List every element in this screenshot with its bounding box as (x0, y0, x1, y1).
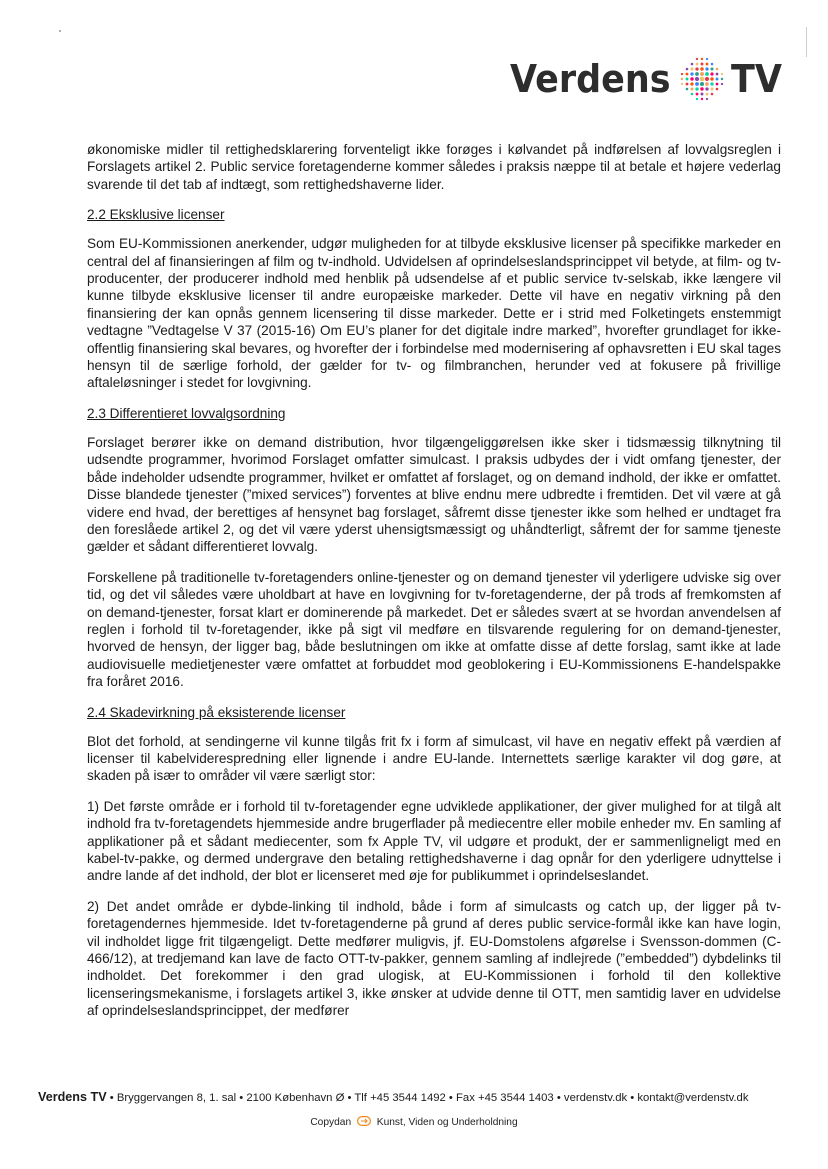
logo-dot (690, 82, 693, 85)
footer-address-line (38, 1090, 798, 1104)
verdens-tv-logo (510, 56, 786, 102)
logo-dot (710, 63, 713, 66)
logo-word-verdens: Verdens (510, 57, 671, 101)
logo-dot (710, 82, 713, 85)
section-heading-2-4: 2.4 Skadevirkning på eksisterende licenser (87, 704, 346, 720)
logo-dot (710, 77, 713, 80)
logo-dot (690, 87, 693, 90)
section-heading-2-3: 2.3 Differentieret lovvalgsordning (87, 405, 286, 421)
logo-dot (720, 78, 722, 80)
logo-dot (705, 98, 707, 100)
paragraph-differentiated-1: Forslaget berører ikke on demand distribution, hvor tilgængeliggørelsen ikke sker i tidsmæssig tilknytning til udsendte programmer, hvorimod Forslaget omfatter simulcast. I praksis udbydes der i vidt omfang tjenester, der både indeholder udsendte programmer, hvilket er omfattet af forslaget, og on demand indhold, der ikke er omfattet. Disse blandede tjenester (”mixed services”) forventes at blive endnu mere udbredte i fremtiden. Det vil være at gå videre end hvad, der berettiges af hensynet bag forslaget, såfremt disse tjenester ikke som helhed er undtaget fra den foreslåede artikel 2, og det vil være yderst uhensigtsmæssigt og uhåndterligt, såfremt der for samme tjeneste gælder et sådant differentieret lovvalg. (87, 434, 781, 555)
logo-dot (710, 87, 713, 90)
logo-dot (690, 93, 693, 96)
paragraph-differentiated-2: Forskellene på traditionelle tv-foretagenders online-tjenester og on demand tjenester vil yderligere udviske sig over tid, og det vil således være uholdbart at have en lovgivning for tv-foretagenderne, der på trods af fremkomsten af on demand-tjenester, forsat klart er dominerende på markedet. Det er således svært at se hvordan anvendelsen af reglen i forhold til tv-foretagender, ikke på sigt vil medføre en tilsvarende regulering for on demand-tjenester, hvorved de hensyn, der ligger bag, både beslutningen om ikke at omfatte disse af dette forslag, samt ikke at lade audiovisuelle medietjenester være omfattet at forbuddet mod geoblokering i EU-Kommissionens E-handelspakke fra foråret 2016. (87, 569, 781, 690)
logo-dot (705, 58, 707, 60)
paragraph-continuation: økonomiske midler til rettighedsklarering forventeligt ikke forøges i kølvandet på indførelsen af lovvalgsreglen i Forslagets artikel 2. Public service foretagenderne kommer således i praksis næppe til at betale et højere vederlag svarende til det tab af indtægt, som rettighedshaverne lider. (87, 142, 781, 192)
logo-dot (695, 67, 698, 70)
footer-brand: Verdens TV (38, 1090, 107, 1104)
logo-dot (700, 58, 702, 60)
logo-dot (685, 88, 688, 91)
logo-dot (690, 63, 693, 66)
logo-dot (694, 77, 698, 81)
logo-dot (700, 67, 703, 70)
logo-dot (705, 93, 708, 96)
logo-dot (695, 63, 698, 66)
logo-dot (680, 73, 682, 75)
copydan-tagline: Kunst, Viden og Underholdning (376, 1117, 518, 1128)
paragraph-exclusive-licenses: Som EU-Kommissionen anerkender, udgør muligheden for at tilbyde eksklusive licenser på specifikke markeder en central del af finansieringen af film og tv-indhold. Udvidelsen af oprindelseslandsprincippet vil betyde, at film- og tv-producenter, der producerer indhold med henblik på udsendelse af et public service tv-selskab, ikke længere vil kunne tilbyde eksklusive licenser til andre europæiske markeder. Dette vil have en negativ virkning på den finansiering der kan opnås gennem licensering til disse markeder. Dette er i strid med Folketingets enstemmigt vedtagne ”Vedtagelse V 37 (2015-16) Om EU’s planer for det digitale indre marked”, hvorefter grundlaget for ikke-offentlig finansiering skal bevares, og hvorefter der i forbindelse med modernisering af ophavsretten i EU skal tages hensyn til de særlige forhold, der gælder for tv- og filmbranchen, herunder ved at fokusere på frivillige aftaleløsninger i stedet for lovgivning. (87, 236, 781, 391)
scan-speck (59, 30, 61, 32)
globe-dots-icon (679, 56, 725, 102)
logo-dot (695, 72, 699, 76)
logo-dot (699, 72, 703, 76)
logo-dot (720, 73, 722, 75)
logo-dot (710, 72, 713, 75)
logo-dot (685, 68, 688, 71)
logo-dot (710, 93, 713, 96)
logo-dot (685, 78, 688, 81)
logo-dot (699, 77, 704, 82)
footer-contact-details: • Bryggervangen 8, 1. sal • 2100 København Ø • Tlf +45 3544 1492 • Fax +45 3544 1403 • verdenstv.dk • kontakt@verdenstv.dk (109, 1092, 749, 1104)
logo-dot (690, 67, 693, 70)
logo-dot (715, 88, 718, 91)
logo-dot (720, 83, 722, 85)
logo-dot (715, 83, 718, 86)
logo-dot (705, 63, 708, 66)
logo-dot (695, 58, 697, 60)
paragraph-damage-intro: Blot det forhold, at sendingerne vil kunne tilgås frit fx i form af simulcast, vil have en negativ effekt på værdien af licenser til kabelviderespredning eller lignende i andre EU-lande. Internettets særlige karakter vil dog gøre, at skaden på især to områder vil være særligt stor: (87, 733, 781, 784)
logo-dot (705, 87, 708, 90)
logo-dot (700, 87, 703, 90)
logo-dot (705, 82, 709, 86)
copydan-logo-icon (357, 1116, 371, 1126)
logo-dot (700, 63, 703, 66)
logo-dot (690, 72, 693, 75)
logo-dot (685, 83, 688, 86)
paragraph-damage-point-1: 1) Det første område er i forhold til tv-foretagender egne udviklede applikationer, der giver mulighed for at tilgå alt indhold fra tv-foretagendets hjemmeside andre brugerflader på mediecentre eller mobile enheder mv. En samling af applikationer på et sådant mediecenter, som fx Apple TV, vil udgøre et produkt, der er sammenligneligt med en kabel-tv-pakke, og dermed undergrave den betaling rettighedshaverne i dag opnår for den yderligere udnyttelse i andre lande af det indhold, der blot er licenseret med øje for publikummet i oprindelseslandet. (87, 798, 781, 884)
logo-dot (699, 82, 703, 86)
logo-dot (715, 73, 718, 76)
logo-dot (690, 77, 693, 80)
logo-dot (715, 78, 718, 81)
logo-dot (695, 87, 698, 90)
logo-dot (710, 67, 713, 70)
logo-word-tv: TV (730, 57, 782, 101)
logo-dot (700, 93, 703, 96)
logo-dot (715, 68, 718, 71)
logo-dot (695, 82, 699, 86)
logo-dot (705, 67, 708, 70)
logo-dot (705, 72, 709, 76)
logo-dot (704, 77, 708, 81)
scan-edge-line (806, 27, 807, 57)
copydan-label: Copydan (310, 1117, 352, 1128)
paragraph-damage-point-2: 2) Det andet område er dybde-linking til indhold, både i form af simulcasts og catch up, der ligger på tv-foretagendernes hjemmeside. Idet tv-foretagenderne på grund af deres public service-formål ikke kan have login, vil indholdet ligge frit tilgængeligt. Dette medfører muligvis, jf. EU-Domstolens afgørelse i Svensson-dommen (C-466/12), at tredjemand kan lave de facto OTT-tv-pakker, gennem samling af indlejrede (”embedded”) dybdelinks til indholdet. Det forekommer i den grad ulogisk, at EU-Kommissionen i forhold til den kollektive licenseringsmekanisme, i forslagets artikel 3, ikke ønsker at udvide denne til OTT, men samtidig laver en udvidelse af oprindelseslandsprincippet, der medfører (87, 898, 781, 1019)
logo-dot (695, 98, 697, 100)
logo-dot (700, 98, 702, 100)
logo-dot (680, 78, 682, 80)
logo-dot (685, 73, 688, 76)
section-heading-2-2: 2.2 Eksklusive licenser (87, 207, 225, 223)
logo-dot (695, 93, 698, 96)
footer-copydan-line (0, 1116, 828, 1128)
letter-body (87, 141, 781, 1033)
logo-dot (680, 83, 682, 85)
